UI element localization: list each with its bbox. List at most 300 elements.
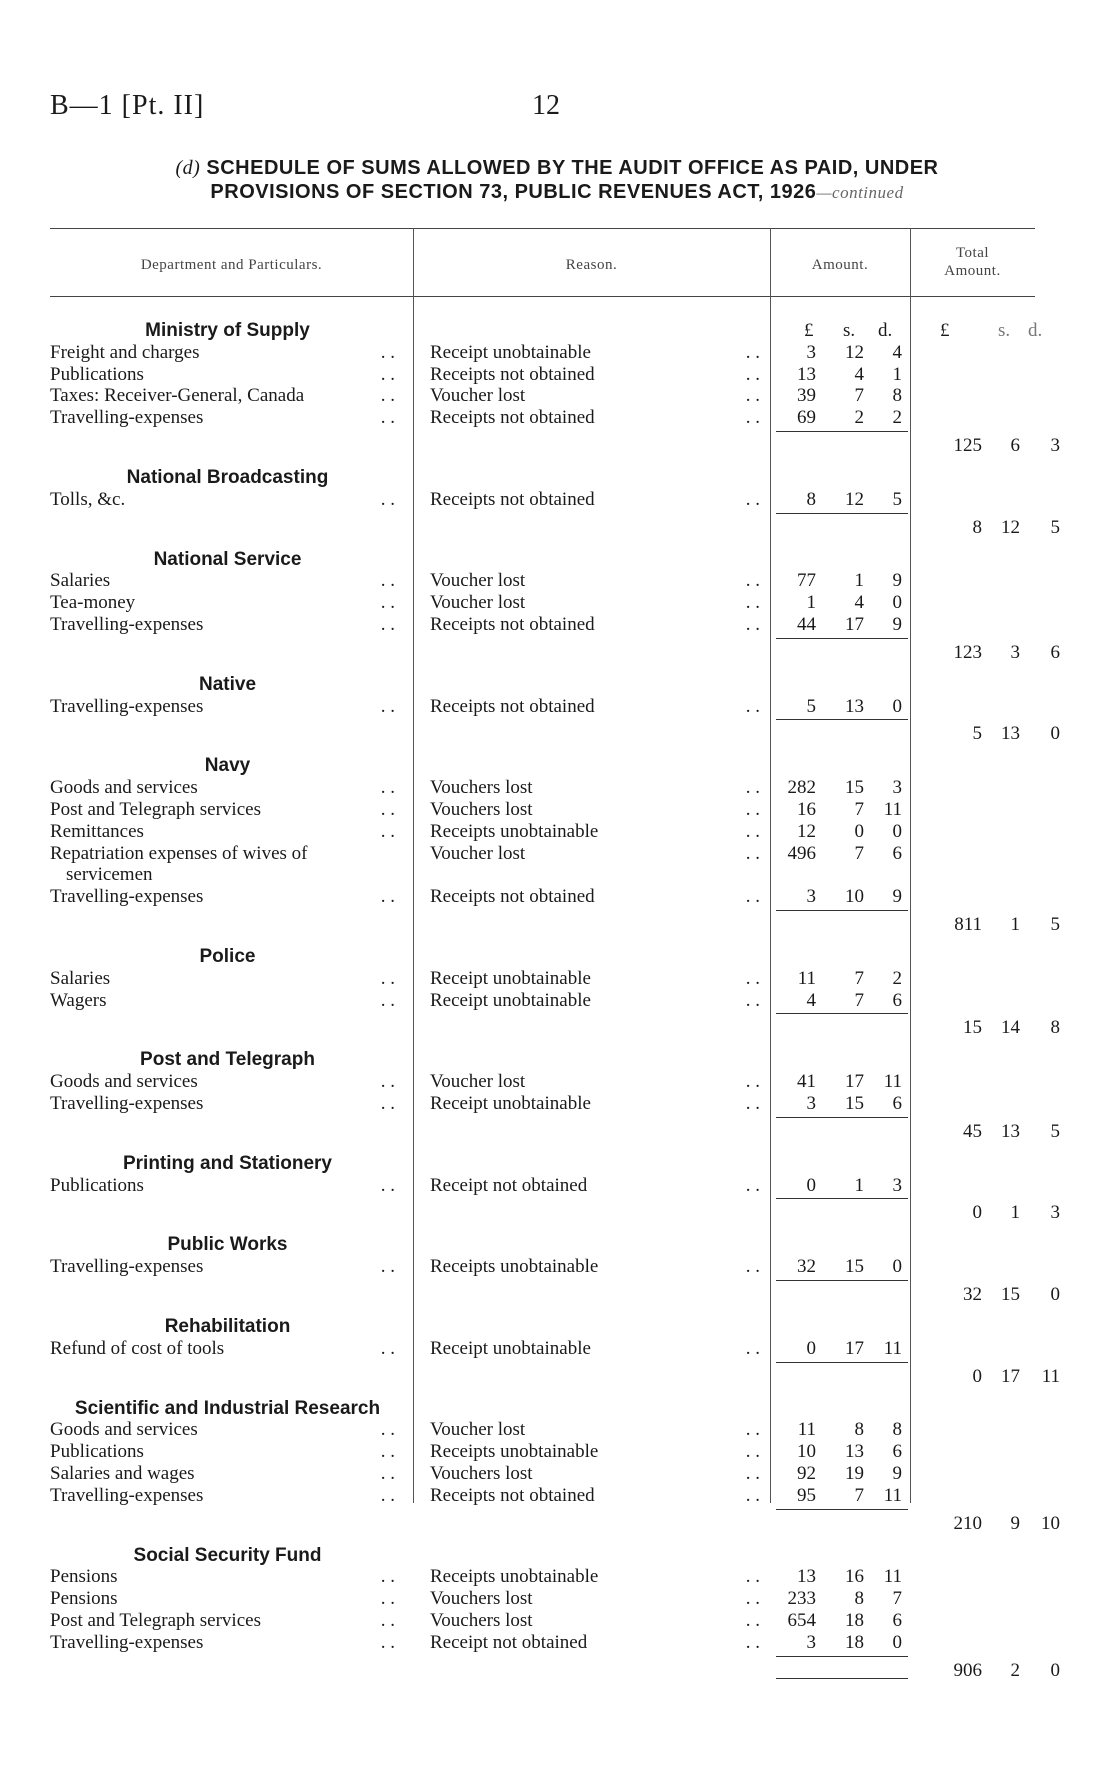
total-pounds: 210 (953, 1512, 982, 1534)
amount-pence: 0 (892, 592, 902, 614)
total-pounds: 5 (972, 723, 982, 745)
particular-text: Taxes: Receiver-General, Canada (50, 385, 305, 407)
amount-pence: 6 (892, 842, 902, 864)
amount-shillings: 7 (854, 842, 864, 864)
reason-text: Receipts not obtained (430, 614, 595, 635)
reason-text: Receipts unobtainable (430, 820, 599, 842)
amount-pence: 0 (892, 1256, 902, 1278)
leader-dots: . . (380, 1174, 395, 1196)
reason-text: Voucher lost (430, 385, 526, 407)
table-row (0, 1566, 1114, 1588)
section-heading: Printing and Stationery (122, 1152, 333, 1174)
reason-text: Voucher lost (430, 842, 526, 864)
amount-pence: 2 (892, 407, 902, 429)
leader-dots: . . (745, 1071, 760, 1093)
amount-shillings: 16 (845, 1566, 864, 1588)
amount-pence: 9 (892, 1463, 902, 1484)
total-pounds: 0 (972, 1365, 982, 1387)
amount-shillings: 8 (854, 1588, 864, 1610)
column-header-amount: Amount. (811, 257, 869, 273)
total-pence: 3 (1050, 435, 1060, 456)
amount-shillings: 17 (845, 614, 864, 635)
amount-pence: 9 (892, 614, 902, 635)
section-heading: National Broadcasting (126, 467, 329, 488)
amount-shillings: 15 (845, 777, 864, 799)
reason-text: Receipts unobtainable (430, 1441, 599, 1463)
reason-text: Receipt unobtainable (430, 1093, 591, 1114)
amount-pence: 3 (892, 777, 902, 799)
table-row (0, 385, 1114, 407)
particular-text: Freight and charges (50, 341, 200, 363)
table-row (0, 1610, 1114, 1632)
leader-dots: . . (380, 989, 395, 1011)
leader-dots: . . (380, 820, 395, 842)
leader-dots: . . (380, 1337, 395, 1359)
total-pence: 0 (1050, 1284, 1060, 1305)
total-pounds: 125 (953, 435, 982, 456)
reason-text: Receipts unobtainable (430, 1256, 599, 1278)
total-pounds: 8 (972, 516, 982, 538)
leader-dots: . . (745, 570, 760, 592)
leader-dots: . . (380, 777, 395, 799)
table-row (0, 489, 1114, 511)
table-row (0, 1419, 1114, 1441)
leader-dots: . . (745, 385, 760, 407)
particular-text: Post and Telegraph services (50, 799, 261, 820)
amount-pence: 9 (892, 570, 902, 592)
subtotal-rule (776, 719, 908, 720)
total-pence: 11 (1041, 1365, 1060, 1387)
leader-dots: . . (745, 1463, 760, 1484)
particular-text: Remittances (50, 820, 144, 842)
total-pence: 10 (1041, 1512, 1060, 1534)
amount-pence: 0 (892, 695, 902, 717)
final-rule (776, 1678, 908, 1679)
amount-pounds: 4 (806, 989, 816, 1011)
table-row (0, 342, 1114, 364)
total-pounds: 906 (953, 1659, 982, 1681)
total-pounds-heading: £ (940, 320, 950, 341)
particular-text: Publications (50, 1174, 144, 1196)
particular-text: Travelling-expenses (50, 695, 204, 717)
total-pounds: 15 (963, 1017, 982, 1039)
amount-pence: 6 (892, 1093, 902, 1114)
section-heading: Public Works (167, 1234, 288, 1256)
reason-text: Voucher lost (430, 592, 526, 614)
title-continued: —continued (816, 183, 904, 202)
total-shillings: 12 (1001, 516, 1020, 538)
reason-text: Receipt unobtainable (430, 1337, 591, 1359)
section-heading: Rehabilitation (164, 1316, 291, 1337)
total-pounds: 811 (954, 914, 982, 935)
reason-text: Vouchers lost (430, 1588, 533, 1610)
total-shillings: 6 (1010, 435, 1020, 456)
reason-text: Vouchers lost (430, 799, 533, 820)
leader-dots: . . (380, 488, 395, 510)
amount-pounds: 654 (787, 1610, 816, 1631)
particular-text: Pensions (50, 1566, 118, 1588)
reason-text: Vouchers lost (430, 1463, 533, 1484)
total-pence: 6 (1050, 641, 1060, 663)
particular-text: Salaries (50, 570, 111, 592)
table-row (0, 990, 1114, 1012)
section-total-row (0, 1284, 1114, 1306)
amount-pounds: 32 (797, 1256, 816, 1278)
particular-text: Goods and services (50, 777, 198, 799)
amount-pence: 8 (892, 385, 902, 407)
amount-pence: 7 (892, 1588, 902, 1610)
particular-text: Refund of cost of tools (50, 1337, 225, 1359)
schedule-title-line2 (0, 181, 1114, 204)
section-total-row (0, 435, 1114, 457)
leader-dots: . . (380, 1588, 395, 1610)
amount-pounds: 0 (806, 1337, 816, 1359)
column-header-reason: Reason. (565, 257, 618, 273)
amount-pence: 6 (892, 1441, 902, 1463)
amount-pounds: 1 (806, 592, 816, 614)
leader-dots: . . (745, 363, 760, 385)
table-row (0, 1093, 1114, 1115)
amount-shillings: 10 (845, 886, 864, 908)
amount-shillings: 0 (854, 820, 864, 842)
amount-shillings: 4 (854, 363, 864, 385)
section-total-row (0, 517, 1114, 539)
amount-shillings: 7 (854, 989, 864, 1011)
amount-shillings: 7 (854, 1484, 864, 1506)
total-pence: 0 (1050, 1659, 1060, 1681)
table-row (0, 1632, 1114, 1654)
particular-text: Travelling-expenses (50, 1256, 204, 1278)
leader-dots: . . (745, 842, 760, 864)
total-pence-heading: d. (1028, 320, 1043, 341)
amount-pounds: 11 (797, 1419, 816, 1441)
table-row (0, 843, 1114, 865)
page-number: 12 (532, 90, 560, 121)
amount-pounds: 11 (797, 967, 816, 989)
subtotal-rule (776, 638, 908, 639)
particular-text: Travelling-expenses (50, 886, 204, 908)
amount-pounds: 77 (797, 570, 816, 592)
amount-pounds: 3 (806, 886, 816, 908)
amount-pence: 0 (892, 820, 902, 842)
total-shillings: 14 (1001, 1017, 1020, 1039)
section-total-row (0, 1017, 1114, 1039)
section-heading: Post and Telegraph (140, 1049, 315, 1071)
reason-text: Receipt not obtained (430, 1174, 588, 1196)
total-shillings: 15 (1001, 1284, 1020, 1305)
reason-text: Vouchers lost (430, 777, 533, 799)
amount-pence: 5 (892, 488, 902, 510)
amount-pounds: 0 (806, 1174, 816, 1196)
leader-dots: . . (745, 1256, 760, 1278)
reason-text: Voucher lost (430, 1071, 526, 1093)
amount-pounds: 13 (797, 1566, 816, 1588)
total-pence: 5 (1050, 1120, 1060, 1142)
reason-text: Receipt unobtainable (430, 967, 591, 989)
schedule-title-line1 (0, 157, 1114, 180)
reason-text: Vouchers lost (430, 1610, 533, 1631)
amount-shillings: 12 (845, 488, 864, 510)
leader-dots: . . (745, 592, 760, 614)
amount-pounds: 95 (797, 1484, 816, 1506)
reason-text: Receipt unobtainable (430, 989, 591, 1011)
reason-text: Receipts not obtained (430, 363, 595, 385)
amount-shillings: 7 (854, 967, 864, 989)
particular-text: Pensions (50, 1588, 118, 1610)
subtotal-rule (776, 1509, 908, 1510)
amount-shillings: 7 (854, 385, 864, 407)
particular-text: Salaries and wages (50, 1463, 195, 1484)
total-pence: 5 (1050, 914, 1060, 935)
particular-continuation: servicemen (66, 864, 153, 886)
amount-pounds: 16 (797, 799, 816, 820)
leader-dots: . . (745, 1484, 760, 1506)
title-line1: SCHEDULE OF SUMS ALLOWED BY THE AUDIT OFFICE AS PAID, UNDER (206, 157, 939, 179)
reason-text: Receipts not obtained (430, 407, 595, 429)
amount-shillings: 8 (854, 1419, 864, 1441)
title-line2: PROVISIONS OF SECTION 73, PUBLIC REVENUES ACT, 1926 (210, 181, 817, 203)
amount-shillings: 2 (854, 407, 864, 429)
leader-dots: . . (380, 1441, 395, 1463)
amount-pounds: 41 (797, 1071, 816, 1093)
amount-shillings: 13 (845, 695, 864, 717)
column-header-total: Total (955, 245, 990, 261)
leader-dots: . . (380, 1256, 395, 1278)
leader-dots: . . (380, 1631, 395, 1653)
leader-dots: . . (380, 695, 395, 717)
amount-shillings: 19 (845, 1463, 864, 1484)
amount-pence: 11 (883, 1484, 902, 1506)
section-total-row (0, 1366, 1114, 1388)
reason-text: Receipt unobtainable (430, 341, 591, 363)
total-shillings: 1 (1010, 914, 1020, 935)
particular-text: Goods and services (50, 1419, 198, 1441)
total-pence: 5 (1050, 516, 1060, 538)
table-row (0, 886, 1114, 908)
table-row (0, 1485, 1114, 1507)
amount-shillings: 18 (845, 1610, 864, 1631)
amount-pounds: 12 (797, 820, 816, 842)
amount-pounds: 3 (806, 1631, 816, 1653)
particular-text: Wagers (50, 989, 107, 1011)
leader-dots: . . (745, 341, 760, 363)
total-shillings: 17 (1001, 1365, 1020, 1387)
total-shillings: 13 (1001, 1120, 1020, 1142)
total-shillings: 3 (1010, 641, 1020, 663)
subtotal-rule (776, 1013, 908, 1014)
particular-text: Tea-money (50, 592, 136, 614)
amount-shillings: 17 (845, 1071, 864, 1093)
section-heading: Social Security Fund (133, 1544, 322, 1566)
amount-pence: 8 (892, 1419, 902, 1441)
leader-dots: . . (380, 1463, 395, 1484)
table-row (0, 1256, 1114, 1278)
table-row (0, 777, 1114, 799)
particular-text: Travelling-expenses (50, 407, 204, 429)
subtotal-rule (776, 1362, 908, 1363)
reason-text: Receipt not obtained (430, 1631, 588, 1653)
section-total-row (0, 723, 1114, 745)
amount-pence: 6 (892, 989, 902, 1011)
column-header-total-2: Amount. (944, 263, 1001, 279)
amount-pounds: 10 (797, 1441, 816, 1463)
leader-dots: . . (380, 799, 395, 820)
table-row (0, 1463, 1114, 1485)
particular-text: Travelling-expenses (50, 1484, 204, 1506)
amount-pence: 9 (892, 886, 902, 908)
amount-pence: 3 (892, 1174, 902, 1196)
leader-dots: . . (745, 967, 760, 989)
particular-text: Repatriation expenses of wives of (50, 842, 308, 864)
reason-text: Receipts not obtained (430, 488, 595, 510)
total-shillings: 9 (1010, 1512, 1020, 1534)
particular-text: Travelling-expenses (50, 614, 204, 635)
subtotal-rule (776, 910, 908, 911)
total-pence: 0 (1050, 723, 1060, 745)
subtotal-rule (776, 1656, 908, 1657)
amount-shillings-heading: s. (843, 320, 856, 341)
section-total-row (0, 642, 1114, 664)
leader-dots: . . (745, 1588, 760, 1610)
table-row (0, 407, 1114, 429)
amount-shillings: 13 (845, 1441, 864, 1463)
leader-dots: . . (745, 1337, 760, 1359)
table-header-rule (50, 296, 1035, 297)
total-pounds: 45 (963, 1120, 982, 1142)
column-header-department: Department and Particulars. (140, 257, 323, 273)
table-row (0, 592, 1114, 614)
leader-dots: . . (380, 341, 395, 363)
leader-dots: . . (380, 1419, 395, 1441)
particular-text: Post and Telegraph services (50, 1610, 261, 1631)
leader-dots: . . (745, 820, 760, 842)
total-shillings: 1 (1010, 1202, 1020, 1224)
amount-pounds: 282 (787, 777, 816, 799)
table-row (0, 1588, 1114, 1610)
leader-dots: . . (745, 407, 760, 429)
section-heading: Native (198, 673, 257, 695)
particular-text: Salaries (50, 967, 111, 989)
leader-dots: . . (745, 614, 760, 635)
total-shillings: 2 (1010, 1659, 1020, 1681)
section-heading: Police (199, 946, 256, 967)
leader-dots: . . (380, 1071, 395, 1093)
table-row (0, 1071, 1114, 1093)
leader-dots: . . (745, 886, 760, 908)
leader-dots: . . (745, 1566, 760, 1588)
amount-pence: 1 (892, 363, 902, 385)
reason-text: Voucher lost (430, 570, 526, 592)
leader-dots: . . (745, 989, 760, 1011)
section-total-row (0, 1660, 1114, 1682)
amount-pounds-heading: £ (804, 320, 814, 341)
particular-text: Travelling-expenses (50, 1093, 204, 1114)
table-row (0, 364, 1114, 386)
total-pence: 3 (1050, 1202, 1060, 1224)
leader-dots: . . (745, 1610, 760, 1631)
subtotal-rule (776, 1280, 908, 1281)
amount-pounds: 13 (797, 363, 816, 385)
leader-dots: . . (380, 1566, 395, 1588)
leader-dots: . . (380, 1484, 395, 1506)
amount-pounds: 3 (806, 341, 816, 363)
section-heading: National Service (153, 548, 302, 570)
amount-pence-heading: d. (878, 320, 893, 341)
amount-shillings: 12 (845, 341, 864, 363)
total-pounds: 123 (953, 641, 982, 663)
amount-pence: 11 (883, 799, 902, 820)
total-shillings-heading: s. (998, 320, 1011, 341)
amount-shillings: 18 (845, 1631, 864, 1653)
leader-dots: . . (745, 1093, 760, 1114)
particular-text: Tolls, &c. (50, 488, 126, 510)
subtotal-rule (776, 431, 908, 432)
particular-text: Publications (50, 363, 144, 385)
reason-text: Receipts not obtained (430, 695, 595, 717)
leader-dots: . . (380, 363, 395, 385)
table-row (0, 799, 1114, 821)
page-code: B—1 [Pt. II] (50, 90, 205, 121)
table-row (0, 696, 1114, 718)
leader-dots: . . (745, 1631, 760, 1653)
section-total-row (0, 1121, 1114, 1143)
reason-text: Receipts not obtained (430, 1484, 595, 1506)
table-row (0, 614, 1114, 636)
section-heading: Ministry of Supply (145, 320, 310, 341)
amount-shillings: 4 (854, 592, 864, 614)
amount-pence: 4 (892, 341, 902, 363)
section-total-row (0, 1513, 1114, 1535)
leader-dots: . . (380, 886, 395, 908)
reason-text: Receipts not obtained (430, 886, 595, 908)
particular-text: Publications (50, 1441, 144, 1463)
amount-shillings: 15 (845, 1256, 864, 1278)
table-row (0, 1441, 1114, 1463)
leader-dots: . . (380, 570, 395, 592)
title-prefix: (d) (175, 157, 201, 179)
section-total-row (0, 914, 1114, 936)
section-heading: Scientific and Industrial Research (74, 1397, 381, 1419)
total-pounds: 0 (972, 1202, 982, 1224)
leader-dots: . . (745, 1441, 760, 1463)
section-heading: Navy (204, 755, 251, 777)
particular-text: Goods and services (50, 1071, 198, 1093)
leader-dots: . . (380, 967, 395, 989)
amount-pounds: 39 (797, 385, 816, 407)
amount-pence: 6 (892, 1610, 902, 1631)
amount-shillings: 7 (854, 799, 864, 820)
amount-pounds: 496 (787, 842, 816, 864)
table-row (0, 1338, 1114, 1360)
table-top-rule (50, 228, 1035, 229)
leader-dots: . . (745, 1419, 760, 1441)
leader-dots: . . (380, 592, 395, 614)
amount-shillings: 1 (854, 570, 864, 592)
amount-shillings: 15 (845, 1093, 864, 1114)
amount-pence: 11 (883, 1337, 902, 1359)
particular-text: Travelling-expenses (50, 1631, 204, 1653)
amount-pounds: 69 (797, 407, 816, 429)
amount-pounds: 5 (806, 695, 816, 717)
leader-dots: . . (745, 1174, 760, 1196)
section-total-row (0, 1202, 1114, 1224)
amount-pounds: 233 (787, 1588, 816, 1610)
amount-pounds: 3 (806, 1093, 816, 1114)
leader-dots: . . (380, 614, 395, 635)
reason-text: Receipts unobtainable (430, 1566, 599, 1588)
leader-dots: . . (745, 799, 760, 820)
leader-dots: . . (380, 407, 395, 429)
